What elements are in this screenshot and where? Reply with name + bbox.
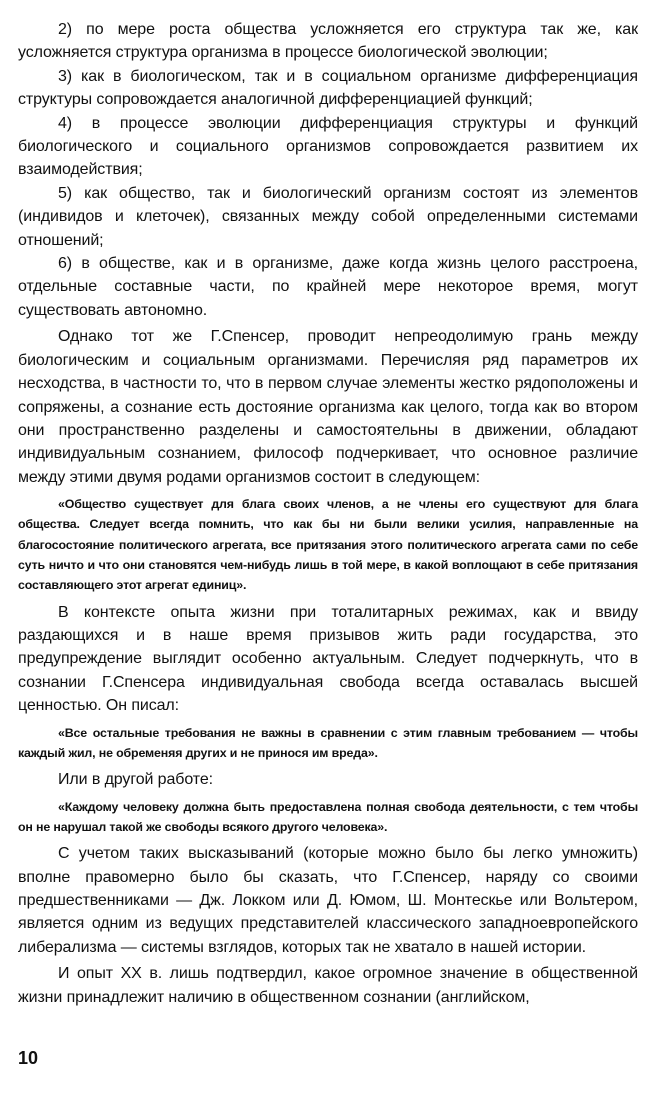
quote-freedom-of-activity: «Каждому человеку должна быть предоставлена полная свобода деятельности, с тем чтобы он не нарушал такой же свободы всякого другого человека». xyxy=(18,799,638,834)
paragraph-totalitarian-context: В контексте опыта жизни при тоталитарных режимах, как и ввиду раздающихся и в наше время призывов жить ради государства, это предупреждение выглядит особенно актуальным. Следует подчеркнуть, что в сознании Г.Спенсера индивидуальная свобода всегда оставалась высшей ценностью. Он писал: xyxy=(18,603,638,715)
book-page xyxy=(18,18,638,1088)
list-item-2: 2) по мере роста общества усложняется его структура так же, как усложняется структура организма в процессе биологической эволюции; xyxy=(18,21,638,62)
list-item-6: 6) в обществе, как и в организме, даже когда жизнь целого расстроена, отдельные составные части, по крайней мере некоторое время, могут существовать автономно. xyxy=(18,255,638,319)
list-item-4: 4) в процессе эволюции дифференциация структуры и функций биологического и социального организмов сопровождается развитием их взаимодействия; xyxy=(18,114,638,179)
list-item-5: 5) как общество, так и биологический организм состоят из элементов (индивидов и клеточек), связанных между собой определенными системами отношений; xyxy=(18,184,638,249)
page-number: 10 xyxy=(18,1048,39,1068)
paragraph-xx-century: И опыт XX в. лишь подтвердил, какое огромное значение в общественной жизни принадлежит наличию в общественном сознании (английском, xyxy=(18,965,638,1006)
paragraph-liberalism: С учетом таких высказываний (которые можно было бы легко умножить) вполне правомерно было бы сказать, что Г.Спенсер, наряду со своими предшественниками — Дж. Локком или Д. Юмом, Ш. Монтескье или Вольтером, является одним из ведущих представителей классического западноевропейского либерализма — системы взглядов, которых так не хватало в нашей истории. xyxy=(18,845,638,956)
quote-main-requirement: «Все остальные требования не важны в сравнении с этим главным требованием — чтобы каждый жил, не обременяя других и не принося им вреда». xyxy=(18,725,638,760)
list-item-3: 3) как в биологическом, так и в социальном организме дифференциация структуры сопровождается аналогичной дифференциацией функций; xyxy=(18,67,638,109)
paragraph-other-work: Или в другой работе: xyxy=(58,771,213,789)
paragraph-spencer-distinction: Однако тот же Г.Спенсер, проводит непреодолимую грань между биологическим и социальным организмами. Перечисляя ряд параметров их несходства, в частности то, что в первом случае элементы жестко рядоположены и сопряжены, а сознание есть достояние организма как целого, тогда как во втором они пространственно разделены и самостоятельны в движении, обладают индивидуальным сознанием, философ подчеркивает, что основное различие между этими двумя родами организмов состоит в следующем: xyxy=(18,328,638,486)
quote-society-members: «Общество существует для блага своих членов, а не члены его существуют для блага общества. Следует всегда помнить, что как бы ни были велики усилия, направленные на благосостояние политического агрегата, все притязания этого политического агрегата сами по себе суть ничто и что они становятся чем-нибудь лишь в той мере, в какой воплощают в себе притязания составляющего этот агрегат единиц». xyxy=(18,497,638,593)
